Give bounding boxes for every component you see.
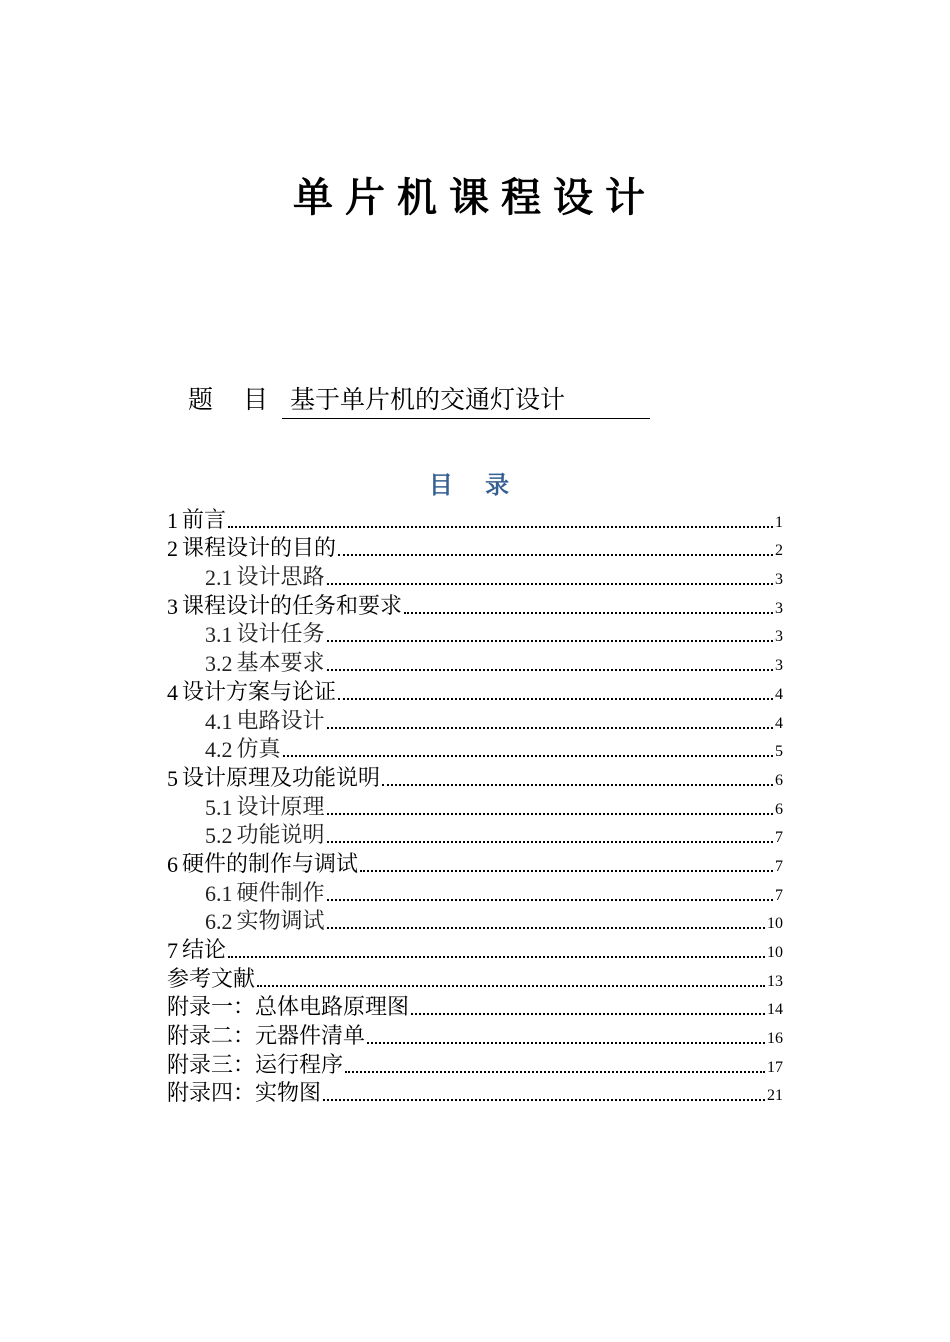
toc-entry[interactable] (167, 792, 783, 821)
toc-entry-number: 7 (167, 938, 178, 963)
toc-entry-page: 16 (767, 1030, 783, 1048)
toc-entry-page: 7 (775, 829, 783, 847)
toc-entry-page: 3 (775, 628, 783, 646)
toc-entry[interactable] (167, 1021, 783, 1050)
toc-entry-title: 设计原理及功能说明 (182, 765, 381, 791)
toc-entry-page: 14 (767, 1001, 783, 1019)
toc-entry-page: 5 (775, 743, 783, 761)
toc-entry-title: 课程设计的目的 (182, 536, 337, 562)
toc-dot-leader (367, 1042, 765, 1044)
toc-dot-leader (382, 784, 773, 786)
toc-entry-number: 6.2 (205, 909, 233, 935)
toc-entry-page: 2 (775, 542, 783, 560)
toc-entry-title: 硬件制作 (236, 880, 325, 906)
toc-entry[interactable] (167, 505, 783, 534)
toc-entry-title: 附录四：实物图 (167, 1081, 322, 1107)
toc-dot-leader (327, 841, 773, 843)
toc-entry-number: 1 (167, 507, 178, 533)
toc-dot-leader (327, 927, 765, 929)
toc-dot-leader (327, 583, 773, 585)
toc-entry[interactable] (167, 591, 783, 620)
toc-entry[interactable] (167, 935, 783, 964)
toc-dot-leader (327, 813, 773, 815)
toc-entry-number: 3.2 (205, 651, 233, 677)
toc-entry-title: 课程设计的任务和要求 (182, 593, 403, 619)
toc-entry-title: 前言 (182, 507, 227, 533)
toc-entry-page: 10 (767, 944, 783, 961)
toc-entry-title: 参考文献 (167, 966, 256, 992)
toc-dot-leader (327, 669, 773, 671)
toc-entry-page: 7 (775, 857, 783, 875)
toc-entry-title: 电路设计 (236, 708, 325, 734)
toc-dot-leader (404, 612, 773, 614)
toc-entry-page: 7 (775, 886, 783, 904)
toc-entry[interactable] (167, 562, 783, 591)
toc-entry-title: 设计任务 (236, 622, 325, 648)
toc-entry[interactable] (167, 735, 783, 764)
subject-line (188, 380, 650, 420)
toc-entry-page: 3 (775, 599, 783, 617)
toc-entry[interactable] (167, 1079, 783, 1108)
toc-entry-title: 实物调试 (236, 909, 325, 935)
toc-entry-number: 4.2 (205, 737, 233, 763)
subject-label-char-2: 目 (243, 385, 269, 414)
toc-dot-leader (323, 1099, 765, 1101)
toc-entry-page: 4 (775, 714, 783, 732)
toc-dot-leader (360, 870, 773, 872)
toc-entry[interactable] (167, 907, 783, 936)
toc-entry-page: 3 (775, 571, 783, 589)
toc-dot-leader (338, 698, 773, 700)
toc-entry-title: 结论 (182, 938, 227, 963)
toc-dot-leader (338, 554, 773, 556)
toc-dot-leader (228, 956, 765, 958)
toc-dot-leader (327, 640, 773, 642)
toc-entry-number: 5.2 (205, 823, 233, 849)
toc-entry-title: 仿真 (236, 737, 281, 763)
toc-entry-number: 2.1 (205, 565, 233, 591)
toc-entry-number: 6.1 (205, 880, 233, 906)
toc-entry-number: 4 (167, 679, 178, 705)
toc-entry[interactable] (167, 648, 783, 677)
subject-value: 基于单片机的交通灯设计 (282, 382, 650, 419)
toc-dot-leader (411, 1013, 765, 1015)
toc-entry-title: 硬件的制作与调试 (182, 851, 359, 877)
toc-entry[interactable] (167, 849, 783, 878)
toc-entry-page: 17 (767, 1058, 783, 1076)
toc-entry-number: 3 (167, 593, 178, 619)
toc-entry[interactable] (167, 706, 783, 735)
toc-dot-leader (345, 1071, 765, 1073)
toc-heading: 目 录 (428, 471, 522, 499)
toc-entry-number: 5 (167, 765, 178, 791)
toc-entry-page: 6 (775, 800, 783, 818)
toc-entry-number: 5.1 (205, 794, 233, 820)
toc-entry-page: 3 (775, 657, 783, 675)
toc-entry-page: 6 (775, 771, 783, 789)
table-of-contents (167, 505, 783, 1107)
toc-entry-page: 21 (767, 1087, 783, 1105)
toc-entry[interactable] (167, 677, 783, 706)
document-title: 单片机课程设计 (293, 174, 657, 221)
toc-dot-leader (327, 899, 773, 901)
toc-dot-leader (228, 526, 773, 528)
toc-entry-title: 附录三：运行程序 (167, 1052, 344, 1078)
toc-entry-number: 2 (167, 536, 178, 562)
toc-entry[interactable] (167, 1050, 783, 1079)
toc-entry-number: 3.1 (205, 622, 233, 648)
toc-entry[interactable] (167, 964, 783, 993)
toc-entry-number: 6 (167, 851, 178, 877)
toc-entry-title: 设计原理 (236, 794, 325, 820)
toc-entry-title: 基本要求 (236, 651, 325, 677)
subject-label-char-1: 题 (188, 385, 214, 414)
toc-entry[interactable] (167, 878, 783, 907)
toc-entry-title: 设计思路 (236, 565, 325, 591)
toc-entry-title: 附录二：元器件清单 (167, 1024, 366, 1050)
toc-dot-leader (327, 727, 773, 729)
toc-entry-title: 功能说明 (236, 823, 325, 849)
toc-entry-page: 1 (775, 513, 783, 531)
toc-entry-page: 13 (767, 972, 783, 990)
toc-entry[interactable] (167, 821, 783, 850)
toc-entry[interactable] (167, 993, 783, 1022)
toc-entry-title: 附录一：总体电路原理图 (167, 995, 410, 1021)
subject-label (188, 380, 278, 420)
toc-entry-page: 10 (767, 915, 783, 933)
toc-dot-leader (257, 985, 765, 987)
toc-entry-title: 设计方案与论证 (182, 679, 337, 705)
toc-entry[interactable] (167, 763, 783, 792)
toc-entry-page: 4 (775, 685, 783, 703)
toc-entry-number: 4.1 (205, 708, 233, 734)
toc-entry[interactable] (167, 620, 783, 649)
toc-entry[interactable] (167, 534, 783, 563)
toc-dot-leader (283, 755, 773, 757)
